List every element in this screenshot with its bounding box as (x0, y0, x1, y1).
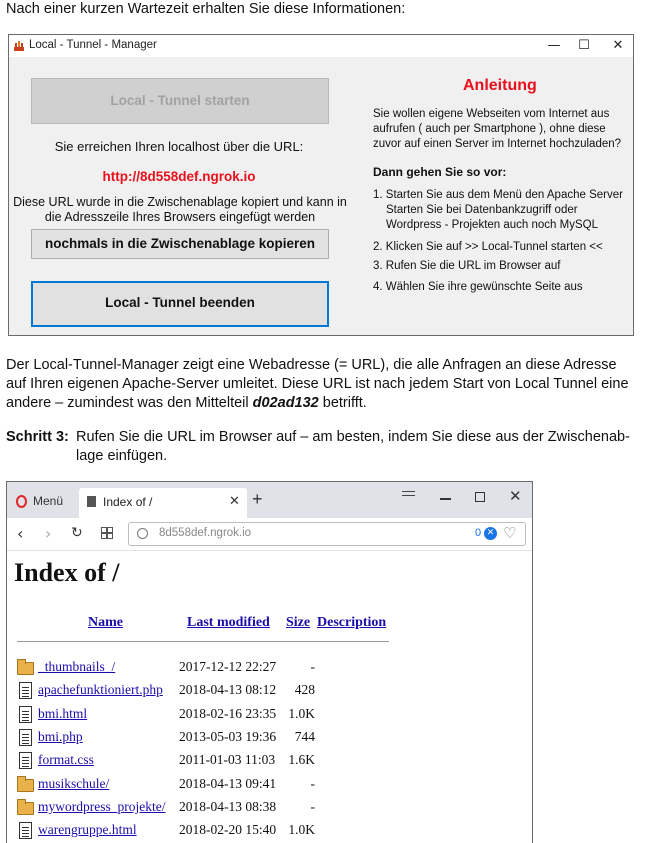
step-4: 4. Wählen Sie ihre gewünschte Seite aus (373, 281, 583, 293)
copied-info (9, 195, 351, 225)
step-3-text-2: lage einfügen. (76, 448, 168, 464)
step-3: 3. Rufen Sie die URL im Browser auf (373, 260, 561, 272)
minimize-icon[interactable] (440, 498, 451, 500)
globe-icon[interactable] (137, 528, 148, 539)
file-name-link[interactable]: apachefunktioniert.php (38, 682, 163, 697)
page-icon (87, 496, 96, 507)
paragraph-line-1: Der Local-Tunnel-Manager zeigt eine Webadresse (= URL), die alle Anfragen an diese Adresse (6, 357, 617, 373)
step-3-text-1: Rufen Sie die URL im Browser auf – am besten, indem Sie diese aus der Zwischenab- (76, 429, 630, 445)
step-1 (373, 188, 623, 233)
tab-close-icon[interactable]: ✕ (229, 494, 240, 509)
window-title: Local - Tunnel - Manager (29, 39, 157, 51)
column-description[interactable]: Description (317, 615, 387, 630)
last-modified: 2011-01-03 11:03 (179, 752, 276, 767)
table-row (7, 775, 407, 795)
paragraph-line-3 (6, 394, 367, 413)
reach-text: Sie erreichen Ihren localhost über die URL: (54, 139, 304, 154)
tab-index[interactable] (79, 488, 247, 518)
step-1-line-1: 1. Starten Sie aus dem Menü den Apache Server (373, 189, 623, 201)
file-name-link[interactable]: format.css (38, 752, 94, 767)
file-size: - (310, 659, 315, 674)
column-last-modified[interactable]: Last modified (187, 615, 270, 630)
instructions-title: Anleitung (463, 77, 537, 94)
menu-button[interactable]: Menü (33, 494, 64, 508)
window-close-icon[interactable]: ✕ (509, 487, 522, 505)
folder-icon (17, 779, 34, 792)
file-size: 1.6K (288, 752, 315, 767)
file-size: 428 (294, 682, 315, 697)
table-row (7, 728, 407, 748)
intro-line-2: aufrufen ( auch per Smartphone ), ohne diese (373, 123, 606, 135)
heart-icon[interactable]: ♡ (503, 524, 517, 542)
instructions-intro (373, 107, 621, 152)
paragraph-line-3-end: betrifft. (318, 395, 367, 411)
copy-again-button[interactable]: nochmals in die Zwischenablage kopieren (31, 229, 329, 259)
file-size: - (310, 776, 315, 791)
column-size[interactable]: Size (286, 615, 311, 630)
folder-icon (17, 662, 34, 675)
address-bar[interactable] (128, 522, 526, 546)
file-name-link[interactable]: warengruppe.html (38, 822, 137, 837)
speed-dial-icon[interactable] (101, 527, 107, 533)
table-row (7, 705, 407, 725)
tunnel-manager-window (8, 34, 634, 336)
maximize-icon[interactable] (475, 492, 485, 502)
file-name-link[interactable]: musikschule/ (38, 776, 110, 791)
title-bar (9, 35, 633, 57)
header-divider (17, 641, 389, 642)
forward-icon[interactable]: › (45, 524, 52, 543)
stop-tunnel-button[interactable]: Local - Tunnel beenden (31, 281, 329, 327)
tunnel-url[interactable]: http://8d558def.ngrok.io (102, 169, 256, 184)
adblock-icon[interactable]: ✕ (484, 527, 497, 540)
file-size: 1.0K (288, 822, 315, 837)
file-size: 744 (294, 729, 315, 744)
last-modified: 2018-02-16 23:35 (179, 706, 277, 721)
step-2: 2. Klicken Sie auf >> Local-Tunnel starten << (373, 241, 603, 253)
file-icon (19, 752, 32, 769)
file-name-link[interactable]: _thumbnails_/ (38, 659, 116, 674)
file-icon (19, 729, 32, 746)
file-icon (19, 706, 32, 723)
close-button[interactable]: ✕ (612, 38, 624, 53)
column-name[interactable]: Name (88, 615, 123, 630)
reload-icon[interactable]: ↻ (71, 525, 83, 541)
file-name-link[interactable]: bmi.html (38, 706, 88, 721)
intro-line: Nach einer kurzen Wartezeit erhalten Sie diese Informationen: (6, 1, 406, 17)
last-modified: 2018-04-13 08:38 (179, 799, 277, 814)
address-text[interactable]: 8d558def.ngrok.io (159, 527, 252, 539)
last-modified: 2017-12-12 22:27 (179, 659, 277, 674)
paragraph-highlight: d02ad132 (252, 395, 319, 411)
table-row (7, 821, 407, 841)
paragraph-line-3-text: andere – zumindest was den Mittelteil (6, 395, 253, 411)
tab-bar (7, 482, 532, 518)
app-icon (13, 39, 25, 51)
step-label: Schritt 3: (6, 429, 69, 445)
copied-line-1: Diese URL wurde in die Zwischenablage kopiert und kann in (13, 195, 347, 209)
table-row (7, 658, 407, 678)
file-name-link[interactable]: bmi.php (38, 729, 83, 744)
navigation-bar (7, 518, 532, 551)
file-icon (19, 822, 32, 839)
file-name-link[interactable]: mywordpress_projekte/ (38, 799, 166, 814)
new-tab-button[interactable]: + (252, 489, 263, 509)
file-size: - (310, 799, 315, 814)
folder-icon (17, 802, 34, 815)
table-row (7, 681, 407, 701)
start-tunnel-button[interactable]: Local - Tunnel starten (31, 78, 329, 124)
file-icon (19, 682, 32, 699)
back-icon[interactable]: ‹ (17, 524, 24, 543)
maximize-button[interactable]: ☐ (578, 38, 590, 53)
step-1-line-3: Wordpress - Projekten auch noch MySQL (386, 219, 598, 231)
last-modified: 2018-04-13 09:41 (179, 776, 277, 791)
intro-line-1: Sie wollen eigene Webseiten vom Internet aus (373, 108, 610, 120)
paragraph-line-2: auf Ihren eigenen Apache-Server umleitet. Diese URL ist nach jedem Start von Local Tunnel eine (6, 376, 629, 392)
tab-title: Index of / (103, 495, 153, 509)
steps-heading: Dann gehen Sie so vor: (373, 165, 507, 179)
last-modified: 2018-04-13 08:12 (179, 682, 277, 697)
last-modified: 2018-02-20 15:40 (179, 822, 277, 837)
minimize-button[interactable]: — (547, 38, 561, 53)
copied-line-2: die Adresszeile Ihres Browsers eingefügt werden (44, 210, 316, 224)
step-1-line-2: Starten Sie bei Datenbankzugriff oder (386, 204, 578, 216)
intro-line-3: zuvor auf einen Server im Internet hochzuladen? (373, 138, 622, 150)
browser-window (6, 481, 533, 843)
table-row (7, 751, 407, 771)
opera-icon (16, 495, 27, 508)
easy-setup-icon[interactable] (402, 491, 415, 492)
table-row (7, 798, 407, 818)
file-size: 1.0K (288, 706, 315, 721)
last-modified: 2013-05-03 19:36 (179, 729, 277, 744)
page-heading: Index of / (14, 558, 120, 587)
blocked-count: 0 (475, 527, 482, 539)
